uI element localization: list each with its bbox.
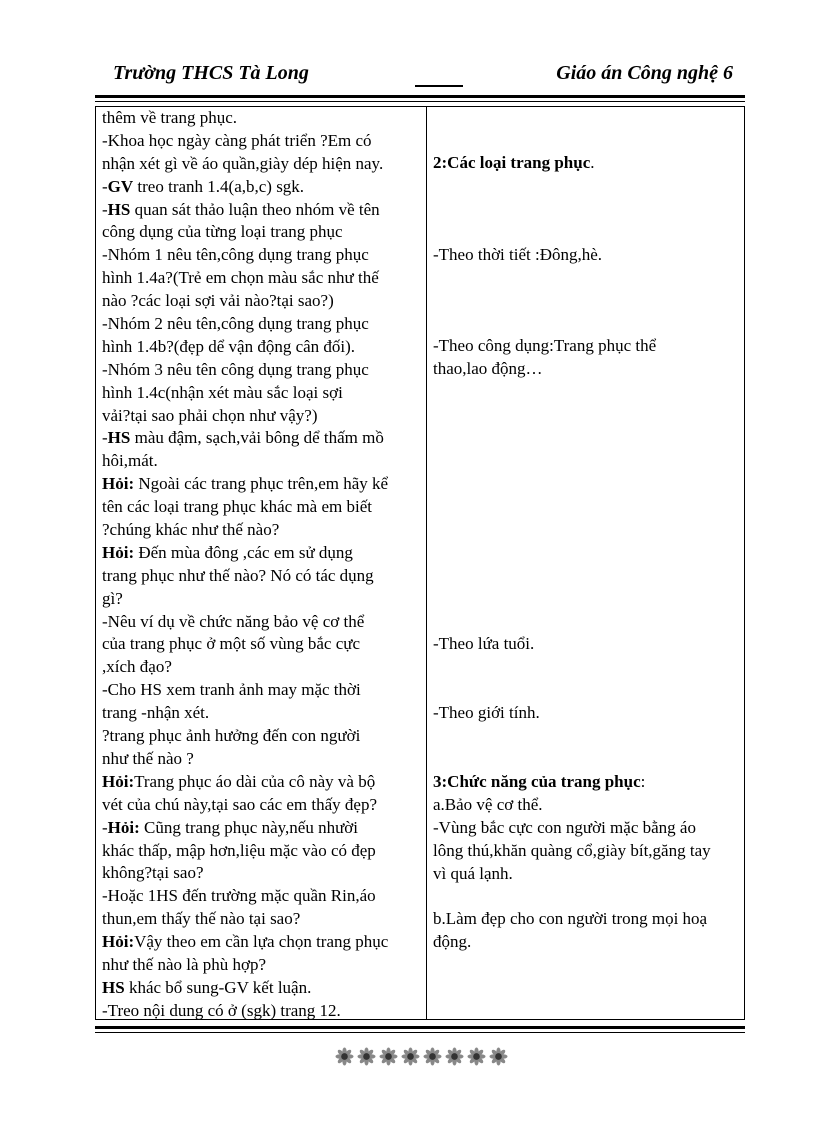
activity-line: Hỏi:Vậy theo em cần lựa chọn trang phục <box>102 932 389 952</box>
polar-line-3: vì quá lạnh. <box>433 864 513 883</box>
type-by-usage: -Theo công dụng:Trang phục thể <box>433 336 657 355</box>
activity-line: -Treo nội dung có ở (sgk) trang 12. <box>102 1000 341 1020</box>
flower-icon <box>357 1047 376 1066</box>
activity-line: -HS màu đậm, sạch,vải bông dể thấm mồ <box>102 428 384 448</box>
function-protect: a.Bảo vệ cơ thể. <box>433 795 543 814</box>
flower-icon <box>489 1047 508 1066</box>
flower-icon <box>467 1047 486 1066</box>
activity-line: Hỏi: Ngoài các trang phục trên,em hãy kể <box>102 474 389 494</box>
school-name: Trường THCS Tà Long <box>113 62 309 84</box>
type-by-gender: -Theo giới tính. <box>433 703 540 722</box>
activity-line: không?tại sao? <box>102 863 204 883</box>
flower-icon <box>401 1047 420 1066</box>
activity-line: gì? <box>102 588 123 608</box>
activity-line: trang -nhận xét. <box>102 703 210 723</box>
type-by-weather: -Theo thời tiết :Đông,hè. <box>433 245 603 264</box>
section2-heading: 2:Các loại trang phục. <box>433 153 595 172</box>
footer-rule-thick <box>95 1026 745 1029</box>
activity-line: hôi,mát. <box>102 451 158 471</box>
activity-line: -Nhóm 2 nêu tên,công dụng trang phục <box>102 314 369 334</box>
activity-line: ?trang phục ảnh hưởng đến con người <box>102 726 361 746</box>
type-by-usage-cont: thao,lao động… <box>433 359 543 378</box>
activity-line: khác thấp, mập hơn,liệu mặc vào có đẹp <box>102 840 376 860</box>
section3-heading: 3:Chức năng của trang phục: <box>433 772 646 791</box>
activity-line: -HS quan sát thảo luận theo nhóm về tên <box>102 199 380 219</box>
type-by-age: -Theo lứa tuổi. <box>433 634 535 653</box>
footer-ornament <box>335 1047 508 1071</box>
activity-line: ,xích đạo? <box>102 657 172 677</box>
activity-line: -Hỏi: Cũng trang phục này,nếu nhười <box>102 817 359 837</box>
activity-line: công dụng của từng loại trang phục <box>102 222 343 242</box>
activity-line: -Cho HS xem tranh ảnh may mặc thời <box>102 680 361 700</box>
activity-line: ?chúng khác như thế nào? <box>102 520 280 540</box>
activity-line: của trang phục ở một số vùng bắc cực <box>102 634 361 654</box>
column-divider <box>426 107 427 1019</box>
activity-line: như thế nào là phù hợp? <box>102 954 267 974</box>
activity-line: Hỏi: Đến mùa đông ,các em sử dụng <box>102 542 353 562</box>
flower-icon <box>379 1047 398 1066</box>
activity-line: -Nhóm 3 nêu tên công dụng trang phục <box>102 359 369 379</box>
activity-line: như thế nào ? <box>102 748 194 768</box>
activity-line: HS khác bổ sung-GV kết luận. <box>102 977 312 997</box>
teacher-activities-column <box>102 107 424 1023</box>
subject-title: Giáo án Công nghệ 6 <box>556 62 733 84</box>
footer-rule-thin <box>95 1032 745 1033</box>
activity-line: hình 1.4c(nhận xét màu sắc loại sợi <box>102 382 343 402</box>
activity-line: vét của chú này,tại sao các em thấy đẹp? <box>102 794 378 814</box>
page-header <box>95 62 745 92</box>
activity-line: hình 1.4b?(đẹp dể vận động cân đối). <box>102 336 356 356</box>
activity-line: -Nhóm 1 nêu tên,công dụng trang phục <box>102 245 369 265</box>
activity-line: vải?tại sao phải chọn như vậy?) <box>102 405 318 425</box>
header-rule-thin <box>95 101 745 102</box>
activity-line: -Hoặc 1HS đến trường mặc quần Rin,áo <box>102 886 376 906</box>
activity-line: thun,em thấy thế nào tại sao? <box>102 909 301 929</box>
activity-line: thêm về trang phục. <box>102 108 238 127</box>
flower-icon <box>423 1047 442 1066</box>
activity-line: hình 1.4a?(Trẻ em chọn màu sắc như thế <box>102 268 379 288</box>
header-dash <box>415 85 463 87</box>
polar-line-2: lông thú,khăn quàng cổ,giày bít,găng tay <box>433 841 711 860</box>
header-rule-thick <box>95 95 745 98</box>
activity-line: -Nêu ví dụ về chức năng bảo vệ cơ thể <box>102 611 365 631</box>
activity-line: tên các loại trang phục khác mà em biết <box>102 497 372 517</box>
activity-line: Hỏi:Trang phục áo dài của cô này và bộ <box>102 771 376 791</box>
activity-line: -Khoa học ngày càng phát triển ?Em có <box>102 130 372 150</box>
lesson-table <box>95 106 745 1020</box>
activity-line: nhận xét gì về áo quần,giày dép hiện nay. <box>102 153 384 173</box>
flower-icon <box>445 1047 464 1066</box>
activity-line: nào ?các loại sợi vải nào?tại sao?) <box>102 291 334 311</box>
flower-icon <box>335 1047 354 1066</box>
polar-line-1: -Vùng bắc cực con người mặc bằng áo <box>433 818 696 837</box>
activity-line: -GV treo tranh 1.4(a,b,c) sgk. <box>102 176 305 196</box>
function-beauty: b.Làm đẹp cho con người trong mọi hoạ <box>433 909 708 928</box>
function-beauty-cont: động. <box>433 932 472 951</box>
activity-line: trang phục như thế nào? Nó có tác dụng <box>102 565 374 585</box>
